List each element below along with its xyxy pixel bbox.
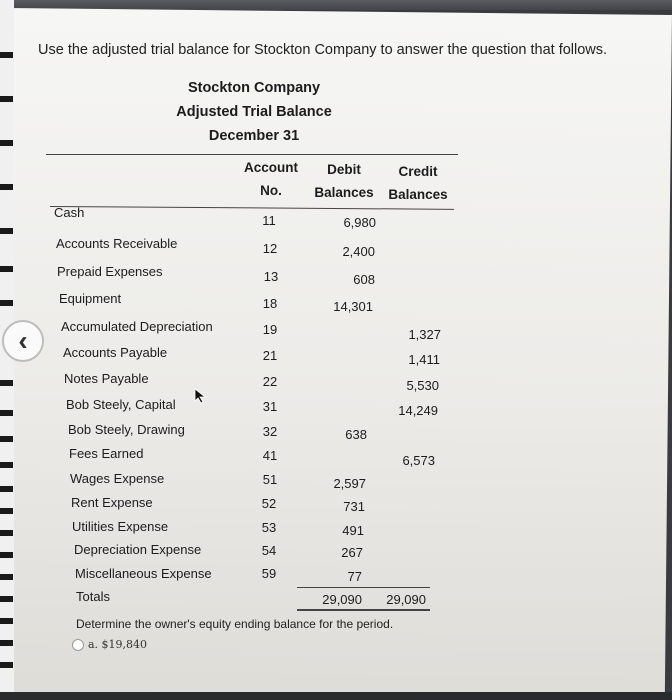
account-name: Notes Payable: [64, 371, 149, 386]
edge-mark: [0, 596, 13, 602]
edge-mark: [0, 574, 13, 580]
account-number: 21: [262, 348, 278, 363]
edge-mark: [0, 266, 13, 272]
account-name: Miscellaneous Expense: [75, 566, 212, 581]
answer-option-a-label: a. $19,840: [88, 638, 148, 651]
account-name: Wages Expense: [70, 471, 165, 486]
debit-balance: 77: [347, 569, 362, 584]
totals-label: Totals: [76, 589, 110, 604]
account-number: 31: [262, 399, 278, 414]
edge-mark: [0, 96, 13, 102]
account-number: 52: [261, 496, 277, 511]
edge-mark: [0, 436, 13, 442]
edge-mark: [0, 410, 13, 416]
account-name: Fees Earned: [69, 446, 144, 461]
col-debit-line1: Debit: [327, 162, 361, 177]
edge-mark: [0, 52, 13, 58]
account-number: 11: [262, 213, 276, 228]
edge-mark: [0, 380, 13, 386]
edge-mark: [0, 140, 13, 146]
edge-mark: [0, 618, 13, 624]
question-text: Determine the owner's equity ending balance for the period.: [76, 617, 394, 631]
mouse-pointer-icon: [193, 388, 207, 404]
edge-mark: [0, 184, 13, 190]
credit-balance: 1,411: [408, 352, 440, 367]
account-number: 32: [262, 424, 278, 439]
instruction-text: Use the adjusted trial balance for Stockton Company to answer the question that follows.: [38, 42, 608, 58]
account-number: 19: [262, 322, 278, 337]
edge-mark: [0, 300, 13, 306]
total-debit: 29,090: [322, 592, 362, 607]
debit-balance: 731: [343, 499, 365, 514]
edge-mark: [0, 662, 13, 668]
account-number: 22: [262, 374, 278, 389]
account-name: Equipment: [59, 291, 122, 306]
debit-balance: 608: [353, 272, 375, 287]
totals-double-rule: [297, 609, 430, 611]
debit-balance: 638: [345, 427, 367, 442]
account-name: Accounts Receivable: [56, 236, 178, 251]
edge-mark: [0, 486, 13, 492]
debit-balance: 491: [342, 523, 364, 538]
debit-balance: 14,301: [333, 299, 373, 314]
debit-balance: 267: [341, 545, 363, 560]
bottom-band: [0, 692, 672, 700]
debit-balance: 6,980: [343, 215, 376, 230]
account-number: 59: [261, 566, 277, 581]
statement-title: Adjusted Trial Balance: [176, 104, 332, 120]
chevron-left-icon: ‹: [18, 325, 28, 356]
radio-button[interactable]: [72, 639, 84, 651]
credit-balance: 14,249: [398, 403, 438, 418]
account-number: 53: [261, 520, 277, 535]
account-name: Prepaid Expenses: [57, 264, 163, 279]
edge-mark: [0, 640, 13, 646]
account-number: 54: [261, 543, 277, 558]
answer-option-a[interactable]: [72, 638, 147, 651]
edge-mark: [0, 508, 13, 514]
account-name: Utilities Expense: [72, 519, 169, 534]
edge-mark: [0, 462, 13, 468]
back-button[interactable]: [2, 320, 44, 362]
account-name: Accounts Payable: [63, 345, 168, 360]
account-name: Cash: [54, 205, 85, 220]
totals-top-rule: [297, 587, 430, 588]
account-name: Bob Steely, Capital: [66, 397, 176, 412]
account-number: 13: [263, 269, 279, 284]
credit-balance: 5,530: [406, 378, 439, 393]
credit-balance: 6,573: [402, 453, 435, 468]
account-number: 51: [262, 472, 278, 487]
debit-balance: 2,597: [333, 476, 366, 491]
col-credit-line1: Credit: [398, 164, 438, 179]
header-rule: [46, 154, 458, 155]
col-credit-line2: Balances: [388, 187, 448, 202]
credit-balance: 1,327: [408, 327, 441, 342]
account-number: 12: [262, 241, 278, 256]
account-name: Depreciation Expense: [74, 542, 202, 557]
edge-mark: [0, 530, 13, 536]
edge-mark: [0, 552, 13, 558]
account-number: 41: [262, 448, 278, 463]
account-name: Bob Steely, Drawing: [68, 422, 185, 437]
col-account-no-line2: No.: [260, 183, 282, 198]
company-name: Stockton Company: [187, 80, 321, 96]
statement-date: December 31: [208, 128, 300, 144]
col-account-no-line1: Account: [244, 160, 298, 175]
edge-mark: [0, 228, 13, 234]
total-credit: 29,090: [386, 592, 426, 607]
account-name: Rent Expense: [71, 495, 153, 510]
col-debit-line2: Balances: [314, 185, 374, 200]
account-name: Accumulated Depreciation: [61, 319, 213, 334]
account-number: 18: [262, 296, 278, 311]
debit-balance: 2,400: [342, 244, 375, 259]
